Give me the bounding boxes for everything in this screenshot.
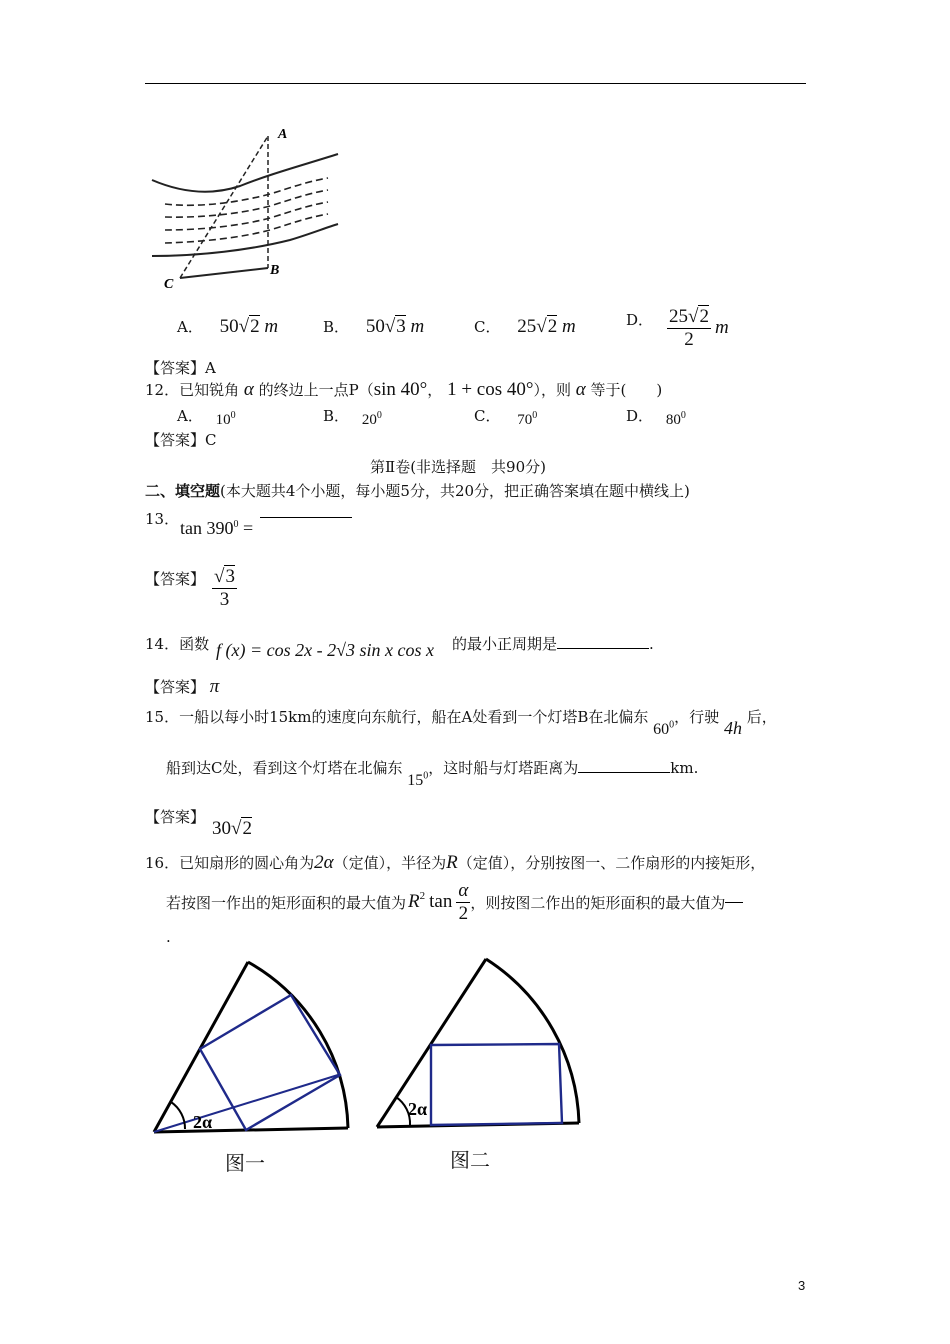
q12-option-c: C． $70^0$ — [474, 407, 538, 428]
figure-1-caption: 图一 — [225, 1151, 265, 1175]
figure-2-angle-label: 2α — [408, 1099, 428, 1119]
q12-option-d: D． $80^0$ — [626, 407, 686, 428]
figure-1-angle-label: 2α — [193, 1112, 213, 1132]
q16-line3: . — [166, 928, 171, 946]
q15-line1: 15．一船以每小时15km的速度向东航行，船在A处看到一个灯塔B在北偏东 $60^0$，行驶 4h 后， — [145, 708, 777, 738]
q15-answer-label: 【答案】 — [145, 808, 206, 826]
q15-answer: 30√2 — [212, 818, 252, 839]
q16-line1: 16．已知扇形的圆心角为2α（定值），半径为R（定值），分别按图一、二作扇形的内接矩形， — [145, 852, 766, 873]
figure-2-sector — [370, 955, 590, 1135]
volume-title: 第Ⅱ卷(非选择题 共90分) — [370, 458, 546, 476]
q13-answer-label: 【答案】 — [145, 570, 206, 588]
q13-expression: $\tan 390^0$ = — [180, 518, 352, 539]
section-heading: 二、填空题(本大题共4个小题，每小题5分，共20分，把正确答案填在题中横线上) — [145, 482, 690, 500]
q14-number: 14．函数 — [145, 635, 210, 653]
q16-line2: 若按图一作出的矩形面积的最大值为 R $^2$ tan $\frac{\alpha}{2}$ ，则按图二作出的矩形面积的最大值为 — [166, 880, 743, 925]
point-a-label: A — [278, 127, 288, 142]
header-rule — [145, 83, 806, 84]
q11-option-a: A． 50√2 m — [177, 316, 279, 337]
q11-d-fraction: $\frac{25√2}{2}$ — [669, 306, 709, 350]
q11-river-diagram — [140, 122, 360, 297]
figure-2-caption: 图二 — [450, 1148, 490, 1172]
q13-number: 13． — [145, 510, 180, 528]
q11-option-b: B． 50√3 m — [323, 316, 425, 337]
figure-1-sector — [145, 955, 360, 1140]
q14-answer: 【答案】 π — [145, 676, 220, 697]
q11-option-d: D． $\frac{25√2}{2}$ m — [626, 306, 729, 350]
q14-tail: 的最小正周期是 . — [452, 635, 654, 653]
q12-answer: 【答案】C — [145, 431, 217, 449]
q13-answer: $\frac{√3}{3}$ — [214, 566, 235, 610]
q11-option-c: C． 25√2 m — [474, 316, 576, 337]
page-number: 3 — [798, 1278, 806, 1293]
q12-stem: 12．已知锐角 α 的终边上一点P（sin 40°， 1 + cos 40°），则 α 等于( ) — [145, 379, 663, 400]
point-c-label: C — [164, 277, 174, 292]
q15-line2: 船到达C处，看到这个灯塔在北偏东 $15^0$，这时船与灯塔距离为 km. — [166, 759, 699, 789]
point-b-label: B — [270, 263, 280, 278]
q11-answer: 【答案】A — [145, 359, 216, 377]
q12-option-a: A． $10^0$ — [177, 407, 236, 428]
q14-expression: f (x) = cos 2x - 2√3 sin x cos x — [216, 640, 434, 660]
q12-option-b: B． $20^0$ — [323, 407, 382, 428]
